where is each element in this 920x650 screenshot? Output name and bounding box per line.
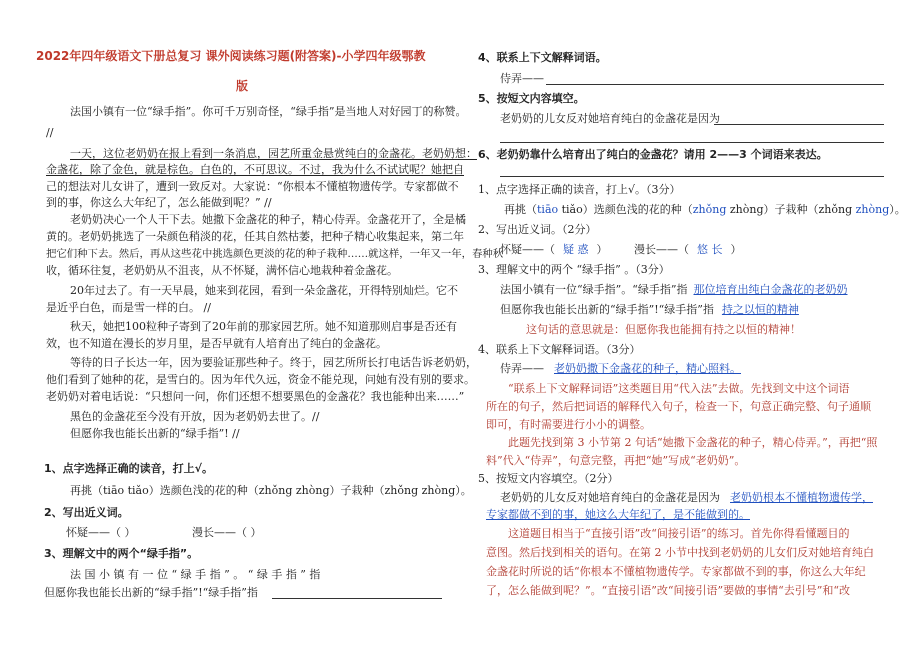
passage-line: // bbox=[46, 126, 54, 139]
passage-line: 老奶奶对着电话说：“只想问一问，你们还想不想要黑色的金盏花？我也能种出来……” bbox=[46, 390, 465, 403]
passage-line: 黑色的金盏花至今没有开放，因为老奶奶去世了。// bbox=[70, 410, 320, 423]
question-2: 2、写出近义词。 bbox=[44, 506, 129, 519]
answer-1-text: 再挑（tiāo tiǎo）选颜色浅的花的种（zhǒng zhòng）子栽种（zhǒng zhòng）。 bbox=[504, 203, 906, 216]
passage-line: 黄的。老奶奶挑选了一朵颜色稍淡的花，任其自然枯萎，把种子精心收集起来，第二年 bbox=[46, 230, 464, 243]
answer-4-line: 侍弄—— 老奶奶撒下金盏花的种子，精心照料。 bbox=[500, 362, 741, 375]
passage-line: 到的事，你这么大年纪了，怎么能做到呢？” // bbox=[46, 196, 272, 209]
answer-4-fill: 老奶奶撒下金盏花的种子，精心照料。 bbox=[554, 362, 741, 375]
answer-5-line1: 老奶奶的儿女反对她培育纯白的金盏花是因为 老奶奶根本不懂植物遗传学， bbox=[500, 491, 873, 504]
answer-3-note: 这句话的意思就是：但愿你我也能拥有持之以恒的精神！ bbox=[526, 323, 801, 336]
question-6: 6、老奶奶靠什么培育出了纯白的金盏花？请用 2——3 个词语来表达。 bbox=[478, 148, 828, 161]
document-title-line2: 版 bbox=[236, 79, 249, 93]
passage-line: 等待的日子长达一年，因为要验证那些种子。终于，园艺所所长打电话告诉老奶奶， bbox=[70, 356, 477, 369]
answer-2-heading: 2、写出近义词。（2分） bbox=[478, 223, 597, 236]
answer-blank-line bbox=[500, 176, 884, 177]
answer-4-heading: 4、联系上下文解释词语。（3分） bbox=[478, 343, 641, 356]
passage-line: 法国小镇有一位“绿手指”。你可千万别奇怪，“绿手指”是当地人对好园丁的称赞。 bbox=[70, 105, 467, 118]
answer-4-note-line: 所在的句子，然后把词语的解释代入句子，检查一下，句意正确完整、句子通顺 bbox=[486, 400, 871, 413]
answer-5-note-line: 了，怎么能做到呢？”。“直接引语”改“间接引语”要做的事情“去引号”和“改 bbox=[486, 584, 850, 597]
question-1: 1、点字选择正确的读音，打上√。 bbox=[44, 462, 213, 475]
question-5: 5、按短文内容填空。 bbox=[478, 92, 585, 105]
answer-blank-line bbox=[546, 84, 884, 85]
answer-4-note-line: “联系上下文解释词语”这类题目用“代入法”去做。先找到文中这个词语 bbox=[508, 382, 850, 395]
answer-blank-line bbox=[714, 124, 884, 125]
synonym-answer: 悠 长 bbox=[697, 243, 723, 256]
answer-blank-line bbox=[500, 142, 884, 143]
answer-4-note-line: 料”代入“侍弄”，句意完整，再把“她”写成“老奶奶”。 bbox=[486, 454, 746, 467]
answer-pinyin-choice: zhòng bbox=[855, 203, 890, 216]
answer-4-note-line: 即可，有时需要进行小小的调整。 bbox=[486, 418, 651, 431]
answer-blank-line bbox=[272, 598, 442, 599]
question-5-text: 老奶奶的儿女反对她培育纯白的金盏花是因为 bbox=[500, 112, 720, 125]
answer-5-fill-continued: 专家都做不到的事，她这么大年纪了，是不能做到的。 bbox=[486, 508, 750, 521]
answer-pinyin-choice: zhǒng bbox=[692, 203, 727, 216]
answer-5-fill: 老奶奶根本不懂植物遗传学， bbox=[730, 491, 873, 504]
answer-3-line1: 法国小镇有一位“绿手指”。“绿手指”指 那位培育出纯白金盏花的老奶奶 bbox=[500, 283, 848, 296]
answer-5-heading: 5、按短文内容填空。（2分） bbox=[478, 472, 619, 485]
passage-line: 20年过去了。有一天早晨，她来到花园，看到一朵金盏花，开得特别灿烂。它不 bbox=[70, 284, 458, 297]
passage-line: 金盏花，除了金色，就是棕色。白色的，不可思议。不过，我为什么不试试呢？她把自 bbox=[46, 163, 464, 176]
answer-5-note-line: 意图。然后找到相关的语句。在第 2 小节中找到老奶奶的儿女们反对她培育纯白 bbox=[486, 546, 874, 559]
passage-line: 他们看到了她种的花，是雪白的。因为年代久远，资金不能兑现，问她有没有别的要求。 bbox=[46, 373, 475, 386]
question-2-item-a: 怀疑——（ ） bbox=[66, 526, 136, 539]
passage-line: 老奶奶决心一个人干下去。她撒下金盏花的种子，精心侍弄。金盏花开了，全是橘 bbox=[70, 213, 466, 226]
passage-line: 收，循环往复，老奶奶从不沮丧，从不怀疑，满怀信心地栽种着金盏花。 bbox=[46, 264, 398, 277]
passage-line: 是近乎白色，而是雪一样的白。 // bbox=[46, 301, 211, 314]
answer-4-note-line: 此题先找到第 3 小节第 2 句话“她撒下金盏花的种子，精心侍弄。”，再把“照 bbox=[508, 436, 878, 449]
answer-5-note-line: 这道题目相当于“直接引语”改“间接引语”的练习。首先你得看懂题目的 bbox=[508, 527, 850, 540]
question-2-item-b: 漫长——（ ） bbox=[192, 526, 262, 539]
answer-1-heading: 1、点字选择正确的读音，打上√。（3分） bbox=[478, 183, 681, 196]
answer-2-item-b: 漫长——（ 悠 长 ） bbox=[634, 243, 742, 256]
answer-5-note-line: 金盏花时所说的话“你根本不懂植物遗传学。专家都做不到的事，你这么大年纪 bbox=[486, 565, 866, 578]
passage-line: 但愿你我也能长出新的“绿手指”! // bbox=[70, 427, 240, 440]
answer-3-fill-2: 持之以恒的精神 bbox=[721, 303, 799, 316]
synonym-answer: 疑 惑 bbox=[563, 243, 589, 256]
answer-3-fill-1: 那位培育出纯白金盏花的老奶奶 bbox=[693, 283, 848, 296]
passage-line: 效，也不知道在漫长的岁月里，是否早就有人培育出了纯白的金盏花。 bbox=[46, 337, 387, 350]
question-4: 4、联系上下文解释词语。 bbox=[478, 51, 607, 64]
question-4-text: 侍弄—— bbox=[500, 72, 544, 85]
question-3: 3、理解文中的两个“绿手指”。 bbox=[44, 547, 199, 560]
passage-line: 一天，这位老奶奶在报上看到一条消息，园艺所重金悬赏纯白的金盏花。老奶奶想： bbox=[70, 147, 477, 160]
answer-pinyin-choice: tiāo bbox=[537, 203, 559, 216]
answer-3-line2: 但愿你我也能长出新的“绿手指”!“绿手指”指 持之以恒的精神 bbox=[500, 303, 827, 317]
passage-line: 把它们种下去。然后，再从这些花中挑选颜色更淡的花的种子栽种……就这样，一年又一年，春种秋 bbox=[46, 248, 504, 260]
question-1-text: 再挑（tiāo tiǎo）选颜色浅的花的种（zhǒng zhòng）子栽种（zhǒng zhòng）。 bbox=[70, 484, 472, 497]
passage-line: 己的想法对儿女讲了，遭到一致反对。大家说：“你根本不懂植物遗传学。专家都做不 bbox=[46, 180, 459, 193]
document-title-line1: 2022年四年级语文下册总复习 课外阅读练习题(附答案)-小学四年级鄂教 bbox=[36, 49, 426, 63]
question-3-line2: 但愿你我也能长出新的“绿手指”!“绿手指”指 bbox=[44, 586, 258, 599]
passage-line: 秋天，她把100粒种子寄到了20年前的那家园艺所。她不知道那则启事是否还有 bbox=[70, 320, 457, 333]
answer-3-heading: 3、理解文中的两个 “绿手指” 。（3分） bbox=[478, 263, 670, 276]
question-3-line1: 法 国 小 镇 有 一 位 “ 绿 手 指 ” 。 “ 绿 手 指 ” 指 bbox=[70, 568, 321, 581]
answer-2-item-a: 怀疑——（ 疑 惑 ） bbox=[500, 243, 608, 256]
